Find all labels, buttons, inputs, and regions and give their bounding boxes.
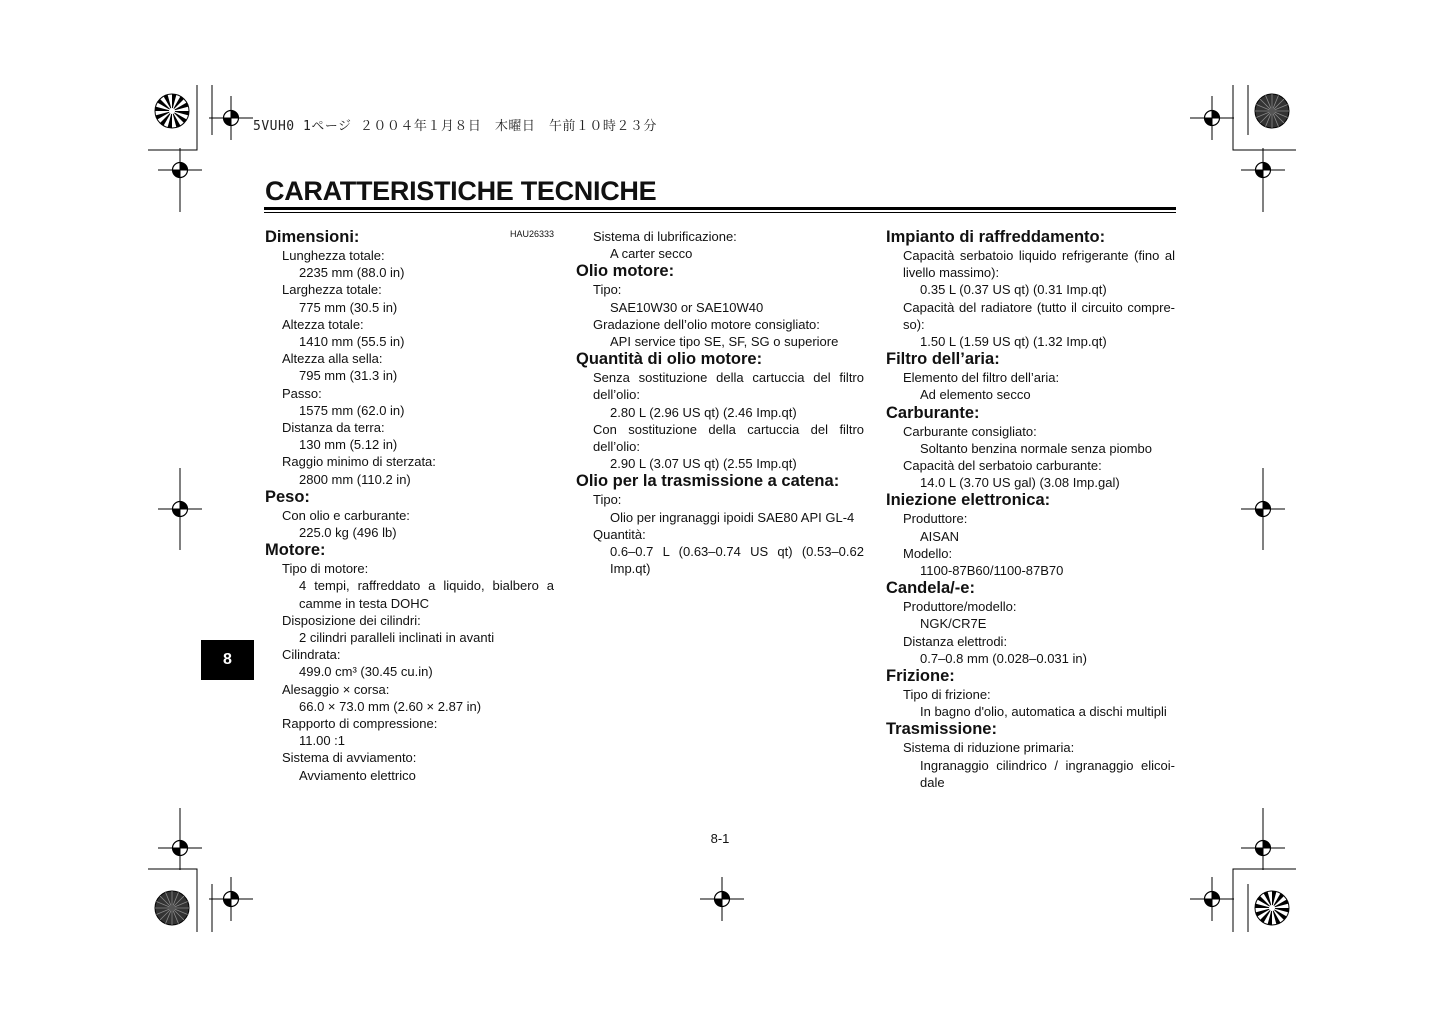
spec-value: 1100-87B60/1100-87B70 bbox=[920, 563, 1064, 579]
spec-value: 775 mm (30.5 in) bbox=[299, 299, 398, 315]
spec-value: 795 mm (31.3 in) bbox=[299, 368, 398, 384]
spec-label: Lunghezza totale: bbox=[282, 248, 385, 263]
spec-value: 11.00 :1 bbox=[299, 733, 346, 749]
spec-value: 499.0 cm³ (30.45 cu.in) bbox=[299, 664, 433, 680]
section-title: Dimensioni: bbox=[265, 228, 360, 246]
spec-value: 2235 mm (88.0 in) bbox=[299, 265, 405, 281]
section-title: Motore: bbox=[265, 541, 326, 560]
section-title: Frizione: bbox=[886, 667, 955, 686]
spec-value: 14.0 L (3.70 US gal) (3.08 Imp.gal) bbox=[920, 475, 1120, 491]
section-title: Carburante: bbox=[886, 403, 980, 422]
spec-value: 2.90 L (3.07 US qt) (2.55 Imp.qt) bbox=[610, 456, 797, 472]
reference-code: HAU26333 bbox=[509, 229, 554, 239]
spec-value: Soltanto benzina normale senza piombo bbox=[920, 440, 1152, 456]
spec-label: Tipo: bbox=[593, 282, 622, 298]
spec-label: Disposizione dei cilindri: bbox=[282, 612, 421, 628]
spec-column-2 bbox=[576, 228, 864, 577]
spec-label: Con sostituzione della cartuccia del filtro dell’olio: bbox=[593, 421, 864, 455]
spec-label: Elemento del filtro dell’aria: bbox=[903, 370, 1060, 386]
spec-value: 1410 mm (55.5 in) bbox=[299, 334, 405, 350]
title-rule-thick bbox=[264, 207, 1176, 210]
spec-value: 130 mm (5.12 in) bbox=[299, 437, 398, 453]
spec-label: Con olio e carburante: bbox=[282, 507, 410, 523]
section-title: Iniezione elettronica: bbox=[886, 491, 1051, 510]
spec-label: Quantità: bbox=[593, 526, 646, 542]
title-rule-thin bbox=[264, 212, 1176, 213]
spec-label: Tipo di motore: bbox=[282, 561, 369, 577]
spec-value: AISAN bbox=[920, 528, 960, 544]
section-title: Quantità di olio motore: bbox=[576, 350, 763, 369]
section-title: Candela/-e: bbox=[886, 579, 975, 598]
spec-label: Raggio minimo di sterzata: bbox=[282, 454, 436, 470]
spec-value: 1.50 L (1.59 US qt) (1.32 Imp.qt) bbox=[920, 334, 1107, 350]
spec-value: Ingranaggio cilindrico / ingranaggio elicoi-dale bbox=[920, 757, 1175, 790]
section-title: Olio motore: bbox=[576, 262, 675, 281]
spec-column-1 bbox=[265, 228, 554, 784]
spec-label: Sistema di avviamento: bbox=[282, 750, 417, 766]
section-title: Impianto di raffreddamento: bbox=[886, 228, 1106, 246]
spec-value: 2 cilindri paralleli inclinati in avanti bbox=[299, 630, 495, 646]
spec-label: Produttore: bbox=[903, 511, 968, 527]
spec-value: 0.6–0.7 L (0.63–0.74 US qt) (0.53–0.62 Imp.qt) bbox=[610, 544, 864, 577]
page-title: CARATTERISTICHE TECNICHE bbox=[265, 176, 657, 206]
section-title: Filtro dell’aria: bbox=[886, 350, 1000, 369]
spec-value: 1575 mm (62.0 in) bbox=[299, 402, 405, 418]
spec-label: Carburante consigliato: bbox=[903, 423, 1037, 439]
spec-value: 4 tempi, raffreddato a liquido, bialbero a camme in testa DOHC bbox=[299, 578, 554, 611]
spec-value: A carter secco bbox=[610, 246, 693, 262]
spec-value: Avviamento elettrico bbox=[299, 767, 416, 783]
spec-column-3 bbox=[886, 228, 1175, 791]
spec-label: Altezza alla sella: bbox=[282, 351, 383, 367]
spec-value: In bagno d'olio, automatica a dischi multipli bbox=[920, 704, 1167, 720]
spec-label: Capacità del serbatoio carburante: bbox=[903, 458, 1102, 474]
spec-value: 2.80 L (2.96 US qt) (2.46 Imp.qt) bbox=[610, 404, 797, 420]
spec-label: Larghezza totale: bbox=[282, 282, 382, 298]
section-title: Trasmissione: bbox=[886, 720, 997, 739]
spec-value: Olio per ingranaggi ipoidi SAE80 API GL-4 bbox=[610, 509, 855, 525]
spec-value: SAE10W30 or SAE10W40 bbox=[610, 299, 764, 315]
spec-value: NGK/CR7E bbox=[920, 616, 987, 632]
spec-label: Passo: bbox=[282, 385, 322, 401]
section-title: Olio per la trasmissione a catena: bbox=[576, 472, 840, 491]
spec-label: Capacità del radiatore (tutto il circuito compre-so): bbox=[903, 299, 1175, 332]
spec-label: Cilindrata: bbox=[282, 647, 341, 663]
spec-label: Senza sostituzione della cartuccia del filtro dell’olio: bbox=[593, 370, 864, 403]
spec-value: API service tipo SE, SF, SG o superiore bbox=[610, 334, 839, 350]
spec-label: Rapporto di compressione: bbox=[282, 716, 438, 732]
spec-value: 225.0 kg (496 lb) bbox=[299, 525, 397, 541]
spec-label: Altezza totale: bbox=[282, 316, 364, 332]
spec-label: Produttore/modello: bbox=[903, 599, 1017, 615]
spec-label: Tipo: bbox=[593, 492, 622, 508]
spec-label: Modello: bbox=[903, 545, 953, 561]
spec-label: Capacità serbatoio liquido refrigerante (fino al livello massimo): bbox=[903, 248, 1175, 281]
spec-value: 2800 mm (110.2 in) bbox=[299, 471, 411, 487]
spec-label: Gradazione dell’olio motore consigliato: bbox=[593, 316, 820, 332]
spec-label: Distanza elettrodi: bbox=[903, 633, 1008, 649]
spec-value: 0.35 L (0.37 US qt) (0.31 Imp.qt) bbox=[920, 282, 1107, 298]
spec-label: Distanza da terra: bbox=[282, 420, 385, 436]
spec-label: Tipo di frizione: bbox=[903, 687, 991, 703]
spec-value: 66.0 × 73.0 mm (2.60 × 2.87 in) bbox=[299, 698, 482, 714]
spec-label: Alesaggio × corsa: bbox=[282, 681, 390, 697]
print-header-info: 5VUH0 1ページ ２００４年１月８日 木曜日 午前１０時２３分 bbox=[253, 119, 657, 134]
spec-label: Sistema di lubrificazione: bbox=[593, 229, 737, 244]
section-title: Peso: bbox=[265, 487, 310, 506]
spec-value: Ad elemento secco bbox=[920, 387, 1031, 403]
chapter-tab: 8 bbox=[201, 640, 254, 680]
spec-value: 0.7–0.8 mm (0.028–0.031 in) bbox=[920, 650, 1087, 666]
page-number: 8-1 bbox=[710, 831, 730, 846]
spec-label: Sistema di riduzione primaria: bbox=[903, 740, 1075, 756]
